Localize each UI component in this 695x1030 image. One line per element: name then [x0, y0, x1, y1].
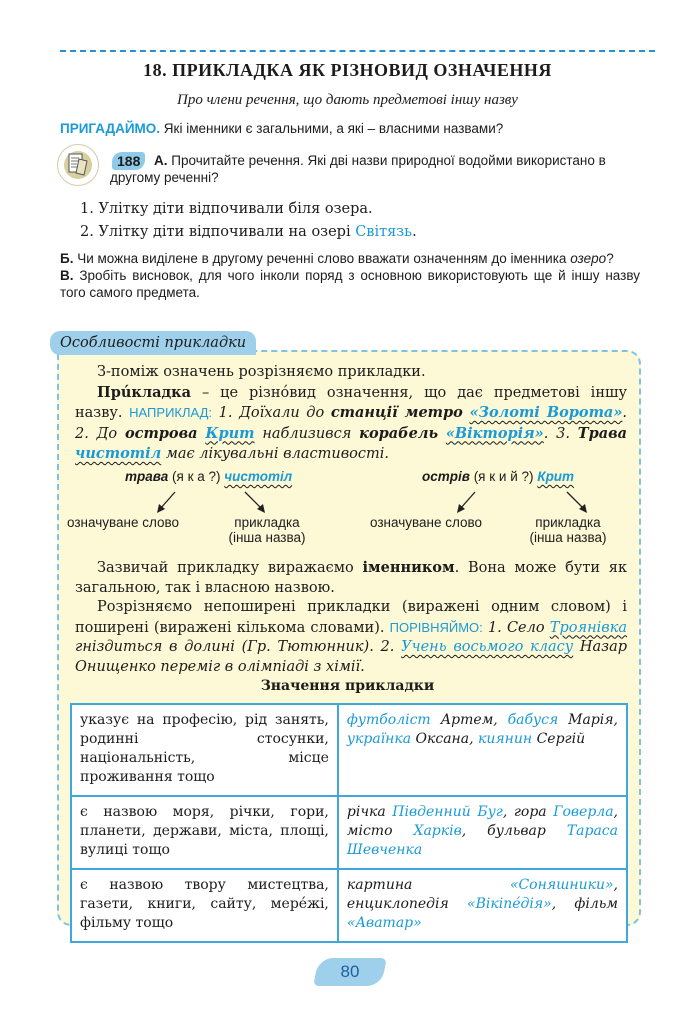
highlighted-word: Світязь	[355, 224, 413, 240]
page-title: 18. ПРИКЛАДКА ЯК РІЗНОВИД ОЗНАЧЕННЯ	[143, 60, 552, 80]
exercise-tasks-b-v	[60, 250, 640, 301]
page-subtitle: Про члени речення, що дають предметові іншу назву	[177, 92, 518, 108]
diagram-2-right-label: прикладка (інша назва)	[529, 515, 607, 545]
table-row	[71, 796, 627, 869]
table-row	[71, 869, 627, 942]
meaning-cell: є назвою твору мистецтва, газети, книги, сайту, мерéжі, фільму тощо	[71, 869, 338, 942]
rule-explanation	[75, 558, 627, 677]
meaning-cell: є назвою моря, річки, гори, планети, держави, міста, площі, вулиці тощо	[71, 796, 338, 869]
example-sentences	[80, 198, 417, 244]
diagram-2-phrase: острів (я к и й ?) Крит	[422, 469, 575, 484]
recall-prompt	[60, 121, 503, 136]
diagram-2-arrows	[427, 489, 607, 515]
table-title: Значення прикладки	[260, 678, 435, 694]
page-number-badge	[313, 958, 387, 986]
task-v: В. Зробіть висновок, для чого інколи поряд з основною використовують ще й іншу назву того самого предмета.	[60, 268, 640, 300]
top-dashed-rule	[60, 50, 655, 52]
exercise-number-badge: 188	[112, 152, 145, 170]
example-label: НАПРИКЛАД:	[129, 405, 213, 420]
meanings-table	[70, 703, 628, 943]
examples-cell: картина «Соняшники», енциклопедія «Вікіпéдія», фільм «Аватар»	[338, 869, 627, 942]
appositive-diagram	[65, 463, 635, 553]
examples-cell: футболіст Артем, бабуся Марія, українка Оксана, киянин Сергій	[338, 704, 627, 796]
rule-tab-label: Особливості прикладки	[50, 331, 256, 355]
task-a-label: А.	[154, 153, 168, 168]
recall-label: ПРИГАДАЙМО.	[60, 121, 161, 136]
sentence-1: 1. Улітку діти відпочивали біля озера.	[80, 201, 373, 217]
diagram-1-arrows	[135, 489, 285, 515]
task-a-text: Прочитайте речення. Які дві назви природної водойми використано в другому реченні?	[110, 153, 606, 185]
diagram-2-left-label: означуване слово	[370, 515, 483, 530]
table-row	[71, 704, 627, 796]
diagram-1-phrase: трава (я к а ?) чистотіл	[125, 469, 293, 484]
sentence-2: 2. Улітку діти відпочивали на озері Світязь.	[80, 224, 417, 240]
diagram-1-right-label: прикладка (інша назва)	[228, 515, 306, 545]
recall-text: Які іменники є загальними, а які – власними назвами?	[163, 121, 504, 136]
diagram-1-left-label: означуване слово	[67, 515, 180, 530]
notebook-icon	[57, 144, 99, 186]
rule-intro: З-поміж означень розрізняємо прикладки.	[97, 364, 426, 380]
rule-definition	[75, 363, 627, 465]
examples-cell: річка Південний Буг, гора Говерла, місто Харків, бульвар Тараса Шевченка	[338, 796, 627, 869]
compare-label: ПОРІВНЯЙМО:	[389, 619, 483, 635]
rule-noun-paragraph: Зазвичай прикладку виражаємо іменником. Вона може бути як загальною, так і власною назвою.	[75, 559, 628, 596]
task-b: Б. Чи можна виділене в другому реченні слово вважати означенням до іменника озеро?	[60, 251, 614, 266]
page-number: 80	[340, 962, 360, 981]
exercise-task-a	[110, 152, 640, 186]
rule-types-paragraph: Розрізняємо непоширені прикладки (виражені одним словом) і поширені (виражені кількома словами). ПОРІВНЯЙМО: 1. Село Троянівка гніздиться в долині (Гр. Тютюнник). 2. Учень восьмого класу Назар Онищенко переміг в олімпіаді з хімії.	[75, 599, 627, 675]
rule-term-definition: Прúкладка – це різнóвид означення, що дає предметові іншу назву. НАПРИКЛАД: 1. Доїхали до станції метро «Золоті Ворота». 2. До острова Крит наблизився корабель «Вікторія». 3. Трава чистотіл має лікувальні властивості.	[75, 383, 628, 462]
meaning-cell: указує на професію, рід занять, родинні стосунки, національність, місце проживання тощо	[71, 704, 338, 796]
